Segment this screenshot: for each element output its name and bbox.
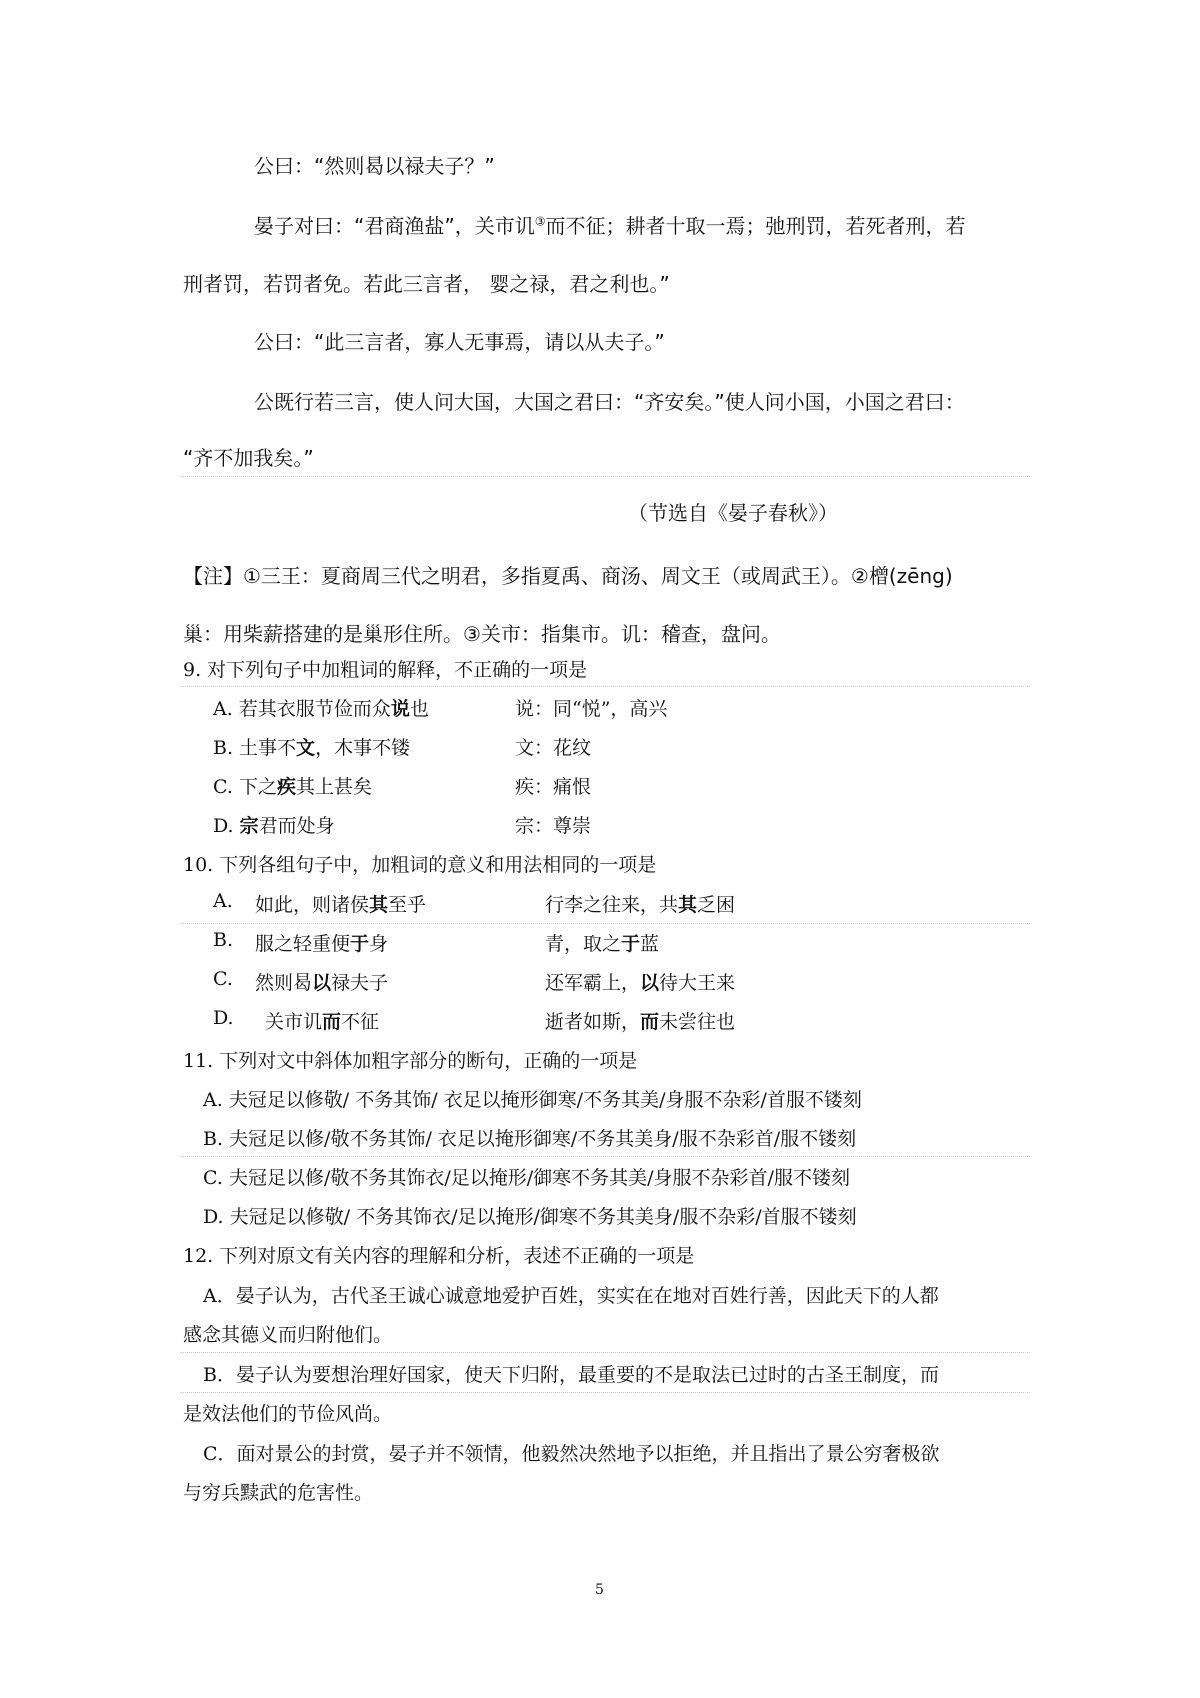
q10-option-c (213, 968, 389, 994)
q10-d-first (265, 1007, 379, 1034)
q9-option-c (213, 772, 372, 799)
q10-b-first-bold: 于 (350, 933, 370, 955)
passage-line-4: 公曰：“此三言者，寡人无事焉，请以从夫子。” (254, 330, 665, 354)
q10-d-first-bold: 而 (322, 1011, 342, 1033)
q10-a-second-bold: 其 (678, 894, 698, 916)
passage-line-3: 刑者罚，若罚者免。若此三言者， 婴之禄，君之利也。” (183, 272, 670, 296)
q9-c-text-tail: 其上甚矣 (295, 776, 372, 798)
dotted-divider (180, 1156, 1030, 1157)
dotted-divider (180, 476, 1030, 477)
q9-option-b (213, 733, 410, 760)
q10-b-first (255, 929, 388, 956)
q10-c-first-text: 然则曷 (255, 972, 313, 994)
q10-option-d (213, 1007, 380, 1033)
q9-option-d-answer: 宗：尊崇 (515, 815, 592, 837)
dotted-divider (180, 923, 1030, 924)
q10-a-letter: A. (213, 890, 233, 912)
q10-b-second-bold: 于 (621, 933, 641, 955)
q10-b-second-text: 青，取之 (545, 933, 622, 955)
q12-option-c-line-1: C．面对景公的封赏，晏子并不领情，他毅然决然地予以拒绝，并且指出了景公穷奢极欲 (203, 1443, 940, 1465)
q10-c-first (255, 968, 388, 995)
q10-c-letter: C. (213, 968, 233, 990)
q10-d-second-text: 逝者如斯， (545, 1011, 641, 1033)
q10-option-b-second (545, 929, 659, 956)
q9-c-bold: 疾 (276, 776, 296, 798)
q10-c-second-bold: 以 (640, 972, 660, 994)
q9-option-d (213, 811, 335, 838)
q9-b-text: B. 土事不 (213, 737, 297, 759)
q12-option-a-line-1: A．晏子认为，古代圣王诚心诚意地爱护百姓，实实在在地对百姓行善，因此天下的人都 (203, 1285, 939, 1307)
q10-c-second-tail: 待大王来 (659, 972, 736, 994)
q10-d-first-text: 关市讥 (265, 1011, 323, 1033)
q10-stem: 10. 下列各组句子中，加粗词的意义和用法相同的一项是 (183, 854, 657, 876)
page-number: 5 (595, 1582, 604, 1598)
dotted-divider (180, 1392, 1030, 1393)
q9-a-bold: 说 (390, 698, 410, 720)
q9-d-text: D. (213, 815, 240, 837)
q9-d-text-tail: 君而处身 (258, 815, 335, 837)
q12-option-a-line-2: 感念其德义而归附他们。 (183, 1324, 393, 1346)
q11-stem: 11. 下列对文中斜体加粗字部分的断句，正确的一项是 (183, 1050, 638, 1072)
note-line-1: 【注】①三王：夏商周三代之明君，多指夏禹、商汤、周文王（或周武王）。②橧(zēng) (183, 564, 953, 588)
q9-option-c-answer: 疾：痛恨 (515, 776, 592, 798)
q10-a-first-text: 如此，则诸侯 (255, 894, 370, 916)
q10-option-b (213, 929, 389, 955)
passage-line-2b: 而不征；耕者十取一焉；弛刑罚，若死者刑，若 (545, 214, 966, 238)
passage-line-6: “齐不加我矣。” (183, 446, 314, 470)
q11-option-b: B. 夫冠足以修/敬不务其饰/ 衣足以掩形御寒/不务其美身/服不杂彩首/服不镂刻 (203, 1128, 857, 1150)
note-line-2: 巢：用柴薪搭建的是巢形住所。③关市：指集市。讥：稽查，盘问。 (183, 622, 781, 646)
q11-option-c: C. 夫冠足以修/敬不务其饰衣/足以掩形/御寒不务其美/身服不杂彩首/服不镂刻 (203, 1167, 850, 1189)
q12-option-c-line-2: 与穷兵黩武的危害性。 (183, 1482, 374, 1504)
q10-d-letter: D. (213, 1007, 234, 1029)
q10-c-first-bold: 以 (312, 972, 332, 994)
q10-c-first-tail: 禄夫子 (331, 972, 389, 994)
q9-b-text-tail: ，木事不镂 (315, 737, 411, 759)
q10-b-first-tail: 身 (369, 933, 389, 955)
q10-a-second-text: 行李之往来，共 (545, 894, 679, 916)
q9-a-text: A. 若其衣服节俭而众 (213, 698, 391, 720)
q10-a-second-tail: 乏困 (697, 894, 736, 916)
q10-option-c-second (545, 968, 735, 995)
q10-d-second-tail: 未尝往也 (659, 1011, 736, 1033)
passage-line-5: 公既行若三言，使人问大国，大国之君曰：“齐安矣。”使人问小国，小国之君曰： (254, 390, 965, 414)
q10-option-d-second (545, 1007, 735, 1034)
footnote-ref-3: ③ (534, 214, 546, 229)
source-citation: （节选自《晏子春秋》） (628, 501, 838, 525)
q10-option-a-second (545, 890, 735, 917)
passage-line-2a: 晏子对曰：“君商渔盐”，关市讥 (254, 214, 535, 238)
q10-d-second-bold: 而 (640, 1011, 660, 1033)
dotted-divider (180, 686, 1030, 687)
q9-option-a-answer: 说：同“悦”，高兴 (515, 698, 668, 720)
q9-option-b-answer: 文：花纹 (515, 737, 592, 759)
dotted-divider (180, 1352, 1030, 1353)
q10-a-first-bold: 其 (369, 894, 389, 916)
q10-a-first (255, 890, 426, 917)
passage-line-1: 公曰：“然则曷以禄夫子？” (254, 154, 495, 178)
q9-d-bold: 宗 (239, 815, 259, 837)
q10-d-first-tail: 不征 (341, 1011, 380, 1033)
q10-b-second-tail: 蓝 (640, 933, 660, 955)
q12-stem: 12. 下列对原文有关内容的理解和分析，表述不正确的一项是 (183, 1245, 695, 1267)
q9-c-text: C. 下之 (213, 776, 277, 798)
q9-stem: 9. 对下列句子中加粗词的解释，不正确的一项是 (183, 659, 588, 681)
q10-option-a (213, 890, 427, 916)
q10-b-first-text: 服之轻重便 (255, 933, 351, 955)
passage-line-2 (254, 210, 966, 239)
q12-option-b-line-2: 是效法他们的节俭风尚。 (183, 1403, 393, 1425)
q10-c-second-text: 还军霸上， (545, 972, 641, 994)
q9-a-text-tail: 也 (409, 698, 429, 720)
q11-option-a: A. 夫冠足以修敬/ 不务其饰/ 衣足以掩形御寒/不务其美/身服不杂彩/首服不镂刻 (203, 1089, 862, 1111)
q11-option-d: D. 夫冠足以修敬/ 不务其饰衣/足以掩形/御寒不务其美身/服不杂彩/首服不镂刻 (203, 1206, 857, 1228)
q9-option-a (213, 694, 429, 721)
q10-b-letter: B. (213, 929, 234, 951)
q10-a-first-tail: 至乎 (388, 894, 427, 916)
q9-b-bold: 文 (296, 737, 316, 759)
q12-option-b-line-1: B．晏子认为要想治理好国家，使天下归附，最重要的不是取法已过时的古圣王制度，而 (203, 1364, 939, 1386)
